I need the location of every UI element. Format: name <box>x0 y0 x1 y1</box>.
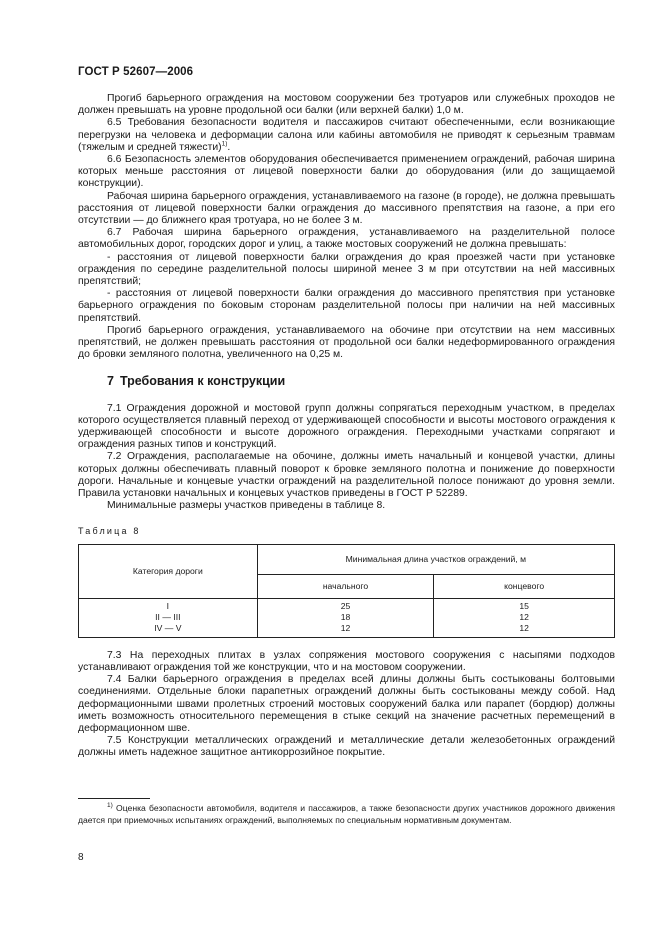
paragraph-working-width-lawn: Рабочая ширина барьерного ограждения, устанавливаемого на газоне (в городе), не должна превышать расстояния от лицевой поверхности балки ограждения до массивного препятствия на газоне, а при его отсутствии — до ближнего края тротуара, но не более 3 м. <box>78 190 615 227</box>
table-caption: Таблица 8 <box>78 525 141 536</box>
list-item: - расстояния от лицевой поверхности балки ограждения до края проезжей части при установке ограждения по середине разделительной полосы шириной менее 3 м при отсутствии на ней массивных препятствий; <box>78 251 615 288</box>
spacer <box>78 638 615 650</box>
table-cell: 12 <box>519 622 529 633</box>
page-number: 8 <box>78 852 84 863</box>
table-cell: I <box>166 600 170 611</box>
end-column <box>434 598 615 637</box>
paragraph-7-3: 7.3 На переходных плитах в узлах сопряжения мостового сооружения с насыпями подходов устанавливают ограждения той же конструкции, что и на мостовом сооружении. <box>78 649 615 673</box>
paragraph-7-5: 7.5 Конструкции металлических ограждений и металлические детали железобетонных ограждений должны иметь надежное защитное антикоррозийное покрытие. <box>78 735 615 759</box>
paragraph-deflection-bridge: Прогиб барьерного ограждения на мостовом сооружении без тротуаров или служебных проходов не должен превышать на уровне продольной оси балки (или верхней балки) 1,0 м. <box>78 93 615 117</box>
section-heading <box>107 375 615 387</box>
footnote-ref: 1) <box>221 140 228 148</box>
paragraph-deflection-shoulder: Прогиб барьерного ограждения, устанавливаемого на обочине при отсутствии на нем массивных препятствий, не должен превышать расстояния от продольной оси балки недеформированного ограждения до бровки земляного полотна, увеличенного на 0,25 м. <box>78 324 615 361</box>
section-title: Требования к конструкции <box>119 374 286 389</box>
table-cell: 18 <box>340 611 351 622</box>
paragraph-6-7: 6.7 Рабочая ширина барьерного ограждения, устанавливаемого на разделительной полосе автомобильных дорог, городских дорог и улиц, а также мостовых сооружений не должна превышать: <box>78 227 615 251</box>
table-cell: II — III <box>155 611 181 622</box>
paragraph-7-4: 7.4 Балки барьерного ограждения в пределах всей длины должны быть состыкованы болтовыми соединениями. Отдельные блоки парапетных ограждений должны быть состыкованы между собой. Над деформационными швами пролетных строений мостовых сооружений балка или парапет (бордюр) должны иметь возможность относительного перемещения в стыке секций на значение расчетных перемещений в деформационном шве. <box>78 674 615 734</box>
paragraph-7-1: 7.1 Ограждения дорожной и мостовой групп должны сопрягаться переходным участком, в пределах которого осуществляется плавный переход от удерживающей способности и высоты мостового ограждения к удерживающей способности и высоте дорожного ограждения. Переходными участками сопрягают и ограждения разных типов и конструкций. <box>78 402 615 451</box>
table-cell: 12 <box>340 622 351 633</box>
table-cell: 25 <box>340 600 351 611</box>
header-end: концевого <box>434 574 615 598</box>
paragraph-6-5: 6.5 Требования безопасности водителя и пассажиров считают обеспеченными, если возникающие перегрузки на человека и деформации салона или кабины автомобиля не приводят к серьезным травмам (тяжелым и средней тяжести)$^{1)}$. <box>78 117 615 153</box>
footnote-marker: 1) <box>107 802 113 810</box>
header-start: начального <box>257 574 434 598</box>
category-column <box>79 598 258 637</box>
paragraph-6-6: 6.6 Безопасность элементов оборудования обеспечивается применением ограждений, рабочая ширина которых меньше расстояния от лицевой поверхности балки до оборудования (или до защищаемой конструкции). <box>78 154 615 190</box>
table-cell: 12 <box>519 611 529 622</box>
table-data-block <box>79 598 615 637</box>
table-cell: IV — V <box>154 622 182 633</box>
footnote-divider <box>78 798 150 799</box>
header-min-length: Минимальная длина участков ограждений, м <box>257 544 614 574</box>
footnote: $^{1)}$ Оценка безопасности автомобиля, водителя и пассажиров, а также безопасности других участников дорожного движения дается при приемочных испытаниях ограждений, выполняемых по специальным нормативным документам. <box>78 802 615 825</box>
paragraph-table-reference: Минимальные размеры участков приведены в таблице 8. <box>107 500 386 512</box>
header-category: Категория дороги <box>79 544 258 598</box>
table-cell: 15 <box>519 600 529 611</box>
start-column <box>257 598 434 637</box>
paragraph-7-2: 7.2 Ограждения, располагаемые на обочине, должны иметь начальный и концевой участки, длины которых должны обеспечивать плавный поворот к бровке земляного полотна и понижение до поверхности дороги. Начальные и концевые участки ограждений на разделительной полосе понижают до уровня земли. Правила установки начальных и концевых участков приведены в ГОСТ Р 52289. <box>78 451 615 500</box>
section-number: 7 <box>107 374 114 389</box>
table-8 <box>78 544 615 638</box>
body-text <box>78 93 615 760</box>
document-header: ГОСТ Р 52607—2006 <box>78 66 194 78</box>
list-item: - расстояния от лицевой поверхности балки ограждения до массивного препятствия при установке барьерного ограждения по боковым сторонам разделительной полосы при наличии на ней массивных препятствий. <box>78 288 615 324</box>
